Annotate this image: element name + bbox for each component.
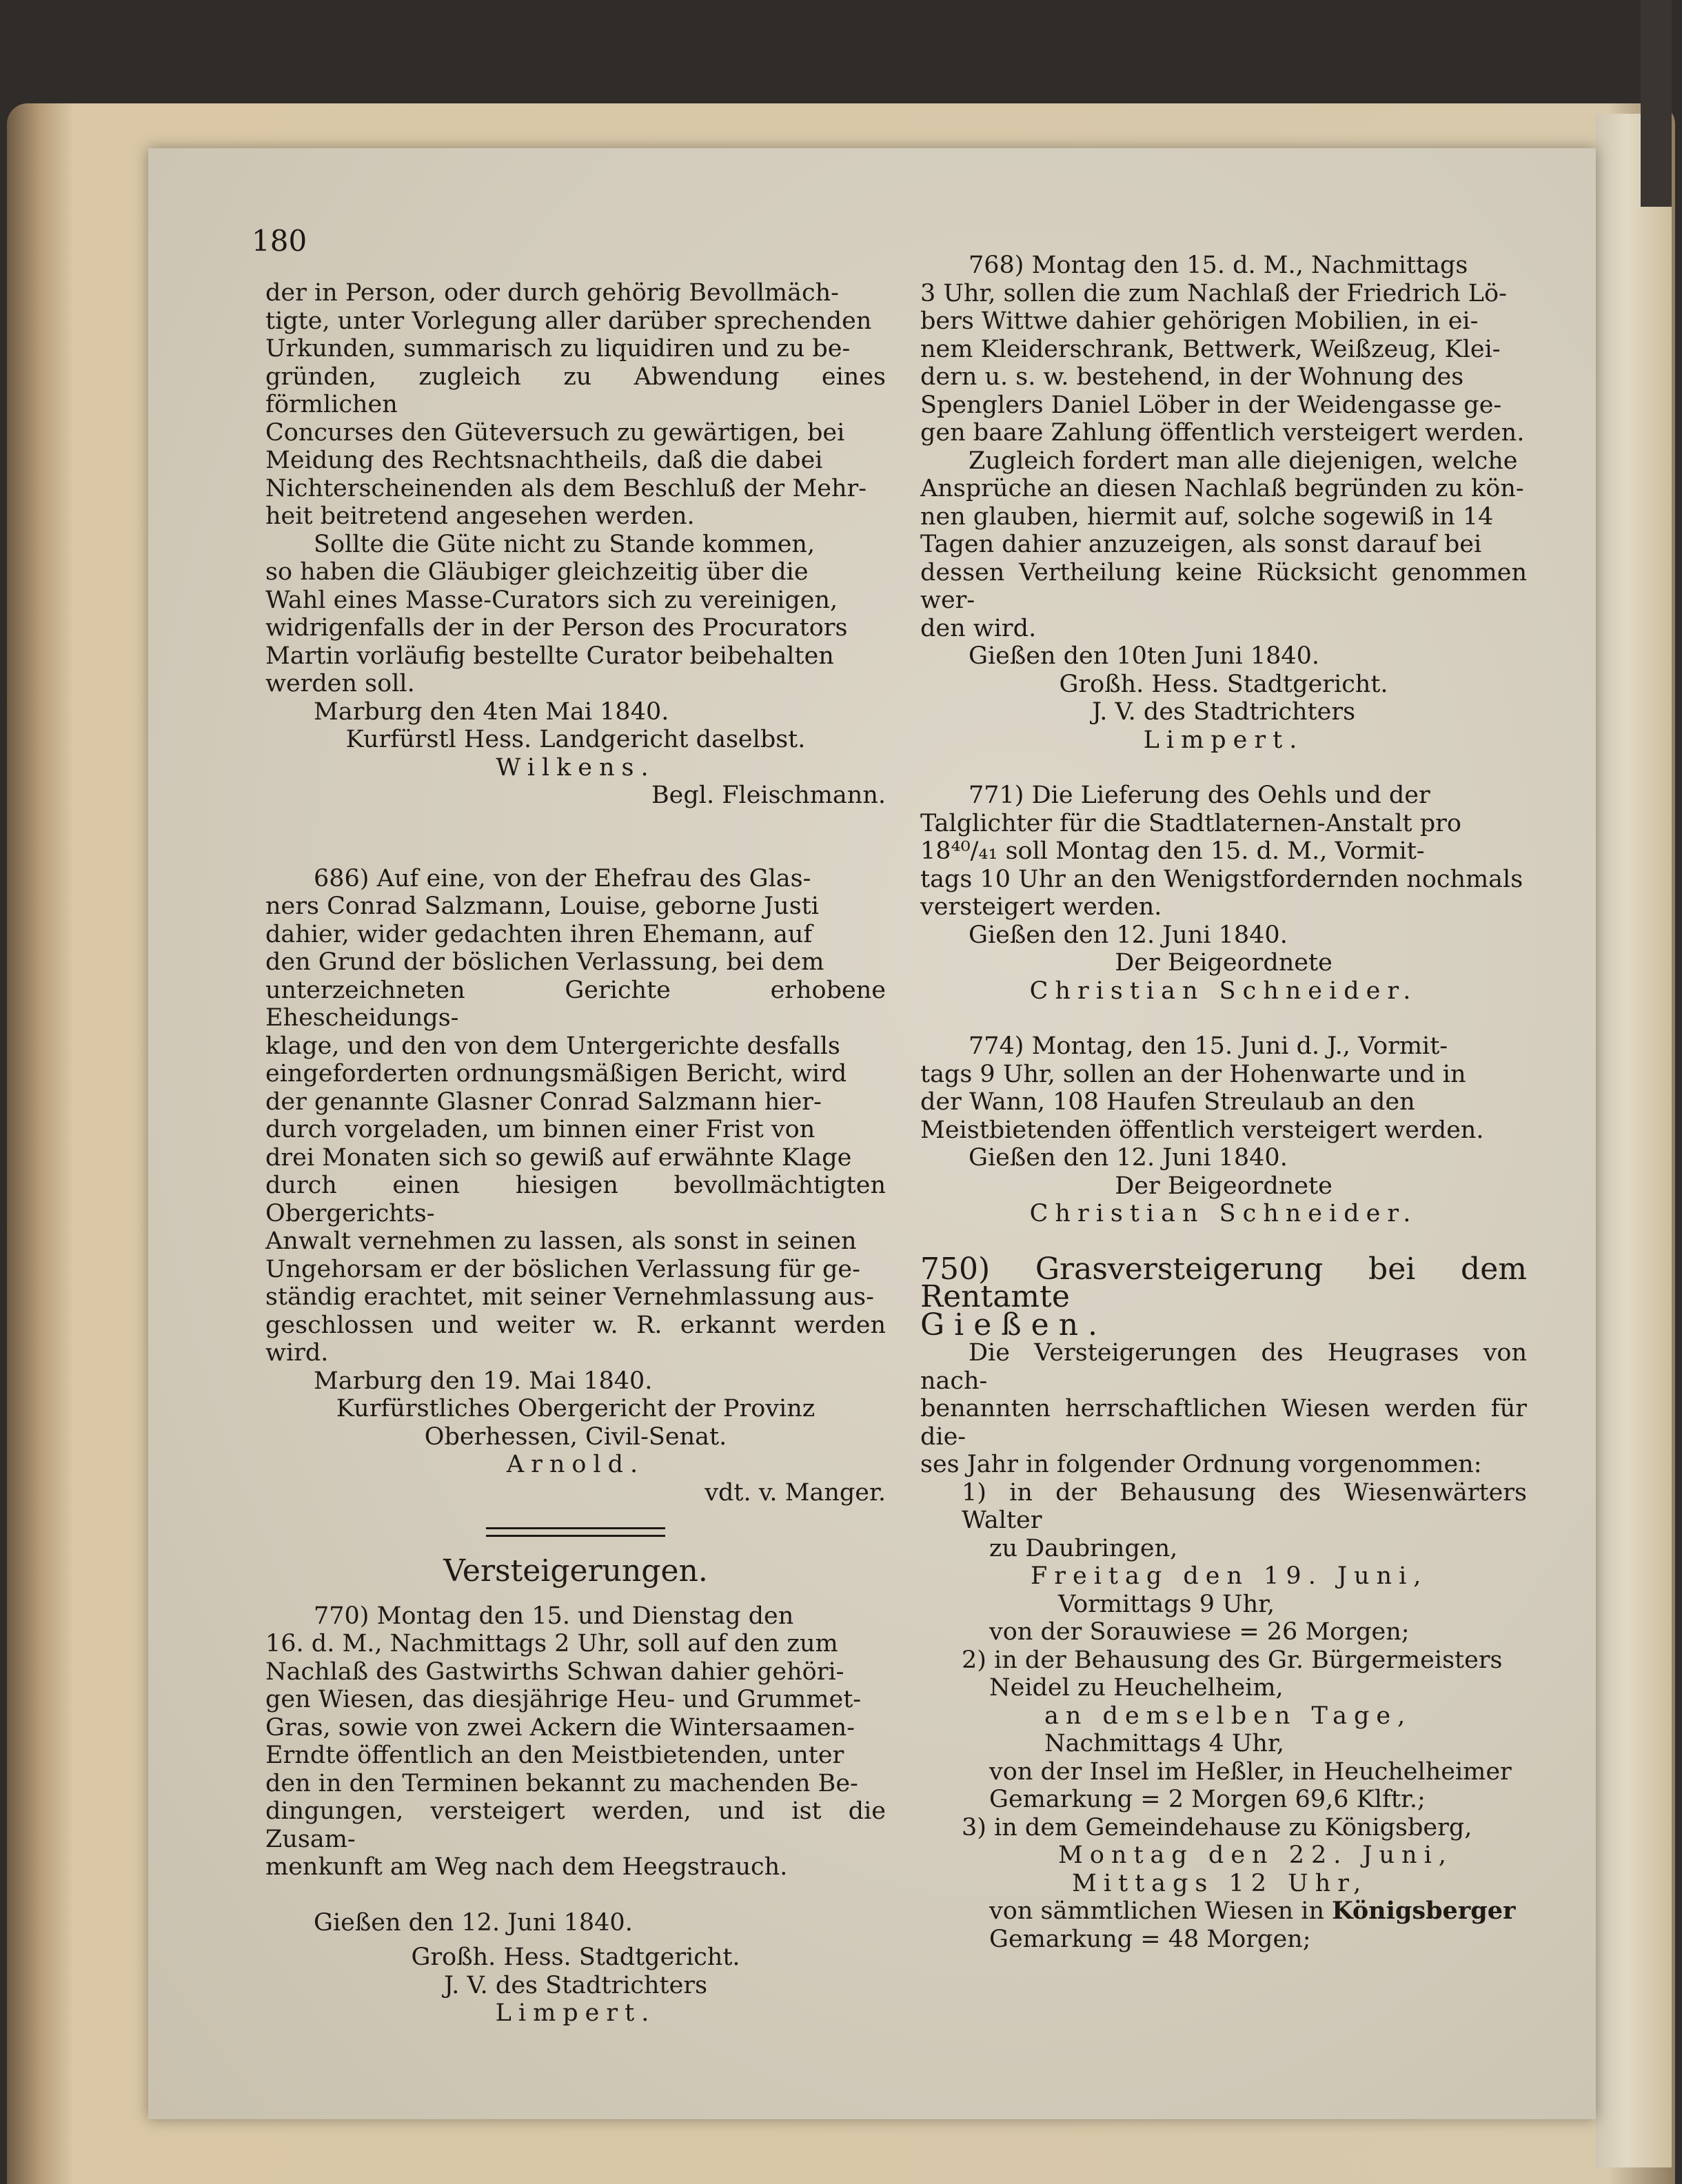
text-line: heit beitretend angesehen werden.	[265, 502, 695, 530]
notice-771	[920, 782, 1527, 1005]
text-line: Meistbietenden öffentlich versteigert werden.	[920, 1116, 1484, 1144]
text-line: so haben die Gläubiger gleichzeitig über die	[265, 558, 809, 586]
notice-court: Großh. Hess. Stadtgericht.	[1059, 670, 1388, 698]
notice-signature: Christian Schneider.	[1029, 1200, 1418, 1227]
text-line: Vormittags 9 Uhr,	[1058, 1590, 1275, 1618]
notice-750-place: Gießen.	[920, 1307, 1108, 1343]
text-span: von sämmtlichen Wiesen in	[989, 1897, 1333, 1925]
text-line: nen glauben, hiermit auf, solche sogewiß in 14	[920, 502, 1494, 531]
text-line: zu Daubringen,	[989, 1534, 1178, 1562]
notice-750	[920, 1251, 1527, 1954]
text-line: der genannte Glasner Conrad Salzmann hier-	[265, 1088, 822, 1116]
text-line: Gemarkung = 48 Morgen;	[989, 1925, 1311, 1953]
text-line: Tagen dahier anzuzeigen, als sonst darauf bei	[920, 531, 1482, 558]
text-line: Nachlaß des Gastwirths Schwan dahier gehöri-	[265, 1657, 844, 1686]
text-line: eingeforderten ordnungsmäßigen Bericht, wird	[265, 1060, 847, 1088]
text-line: Spenglers Daniel Löber in der Weidengasse ge-	[920, 391, 1502, 419]
text-line: Die Versteigerungen des Heugrases von nach-	[920, 1339, 1527, 1395]
text-line: Montag den 22. Juni,	[1058, 1841, 1453, 1869]
text-line	[920, 1897, 1527, 1926]
text-line: ses Jahr in folgender Ordnung vorgenommen:	[920, 1451, 1482, 1478]
text-line: unterzeichneten Gerichte erhobene Ehescheidungs-	[265, 976, 886, 1032]
text-line: 3 Uhr, sollen die zum Nachlaß der Friedrich Lö-	[920, 279, 1507, 307]
text-line: der Wann, 108 Haufen Streulaub an den	[920, 1088, 1415, 1116]
notice-date: Gießen den 12. Juni 1840.	[969, 1144, 1288, 1172]
dark-background	[1641, 0, 1672, 207]
text-line: den in den Terminen bekannt zu machenden Be-	[265, 1769, 858, 1797]
notice-date: Gießen den 12. Juni 1840.	[314, 1908, 633, 1937]
text-line: 1) in der Behausung des Wiesenwärters Walter	[962, 1478, 1527, 1534]
notice-court: Oberhessen, Civil-Senat.	[424, 1422, 727, 1451]
text-line: von der Insel im Heßler, in Heuchelheimer	[989, 1757, 1512, 1786]
text-span-bold: Königsberger	[1332, 1897, 1516, 1925]
text-line: Nichterscheinenden als dem Beschluß der Mehr-	[265, 474, 867, 502]
text-line: von der Sorauwiese = 26 Morgen;	[989, 1618, 1410, 1646]
list-item	[920, 1814, 1527, 1954]
text-line: ners Conrad Salzmann, Louise, geborne Justi	[265, 892, 819, 920]
next-page-edge	[1596, 114, 1672, 2167]
notice-signature: Wilkens.	[496, 753, 656, 782]
notice-court: Großh. Hess. Stadtgericht.	[411, 1943, 740, 1971]
notice-court: Kurfürstliches Obergericht der Provinz	[336, 1395, 815, 1422]
text-line: Concurses den Güteversuch zu gewärtigen, bei	[265, 418, 845, 447]
notice-court: Kurfürstl Hess. Landgericht daselbst.	[345, 726, 806, 753]
text-line: Sollte die Güte nicht zu Stande kommen,	[314, 530, 815, 558]
text-line: Ungehorsam er der böslichen Verlassung für ge-	[265, 1255, 860, 1283]
text-line: Gemarkung = 2 Morgen 69,6 Klftr.;	[989, 1786, 1426, 1813]
notice-title: Grasversteigerung bei dem Rentamte	[920, 1251, 1527, 1314]
text-line: der in Person, oder durch gehörig Bevollmäch-	[265, 279, 839, 307]
notice-signature: Limpert.	[1143, 726, 1304, 754]
left-column	[265, 279, 886, 2028]
text-line: Anwalt vernehmen zu lassen, als sonst in seinen	[265, 1227, 857, 1255]
text-line: drei Monaten sich so gewiß auf erwähnte Klage	[265, 1143, 852, 1172]
page-number: 180	[252, 224, 307, 258]
notice-774	[920, 1032, 1527, 1228]
text-line: versteigert werden.	[920, 893, 1162, 921]
notice-signature: Christian Schneider.	[1029, 977, 1418, 1005]
text-line: Freitag den 19. Juni,	[1031, 1562, 1428, 1590]
section-heading: Versteigerungen.	[443, 1553, 708, 1589]
continuation-notice	[265, 279, 886, 810]
text-line: Neidel zu Heuchelheim,	[989, 1674, 1284, 1702]
right-column	[920, 252, 1527, 1953]
text-line: Mittags 12 Uhr,	[1072, 1869, 1368, 1897]
notice-date: Marburg den 4ten Mai 1840.	[314, 697, 669, 726]
text-line: Talglichter für die Stadtlaternen-Anstalt pro	[920, 809, 1461, 837]
text-line: durch einen hiesigen bevollmächtigten Obergerichts-	[265, 1172, 886, 1227]
text-line: Wahl eines Masse-Curators sich zu vereinigen,	[265, 586, 838, 614]
text-line: gen baare Zahlung öffentlich versteigert werden.	[920, 419, 1525, 447]
text-line: Urkunden, summarisch zu liquidiren und zu be-	[265, 335, 851, 363]
text-line: den wird.	[920, 614, 1037, 642]
text-line: Nachmittags 4 Uhr,	[1044, 1730, 1284, 1757]
text-line: 16. d. M., Nachmittags 2 Uhr, soll auf den zum	[265, 1630, 838, 1657]
notice-clerk: Begl. Fleischmann.	[651, 782, 886, 809]
newspaper-page	[148, 148, 1596, 2119]
text-line: tigte, unter Vorlegung aller darüber sprechenden	[265, 307, 872, 335]
notice-date: Gießen den 12. Juni 1840.	[969, 921, 1288, 949]
text-line: Martin vorläufig bestellte Curator beibehalten	[265, 642, 834, 670]
text-line: nem Kleiderschrank, Bettwerk, Weißzeug, Klei-	[920, 335, 1501, 363]
text-line: den Grund der böslichen Verlassung, bei dem	[265, 948, 824, 976]
text-line: 3) in dem Gemeindehause zu Königsberg,	[962, 1813, 1472, 1841]
notice-title: Der Beigeordnete	[1115, 949, 1333, 977]
notice-date: Marburg den 19. Mai 1840.	[314, 1367, 653, 1395]
text-line: an demselben Tage,	[1044, 1702, 1412, 1730]
notice-date: Gießen den 10ten Juni 1840.	[969, 642, 1320, 670]
text-line: 768) Montag den 15. d. M., Nachmittags	[969, 252, 1468, 279]
list-item	[920, 1479, 1527, 1646]
text-line: Gras, sowie von zwei Ackern die Wintersaamen-	[265, 1713, 855, 1742]
text-line: widrigenfalls der in der Person des Procurators	[265, 614, 848, 642]
text-line: Erndte öffentlich an den Meistbietenden, unter	[265, 1742, 844, 1769]
text-line: tags 10 Uhr an den Wenigstfordernden nochmals	[920, 865, 1523, 893]
notice-court: J. V. des Stadtrichters	[1091, 698, 1356, 726]
text-line: 18⁴⁰/₄₁ soll Montag den 15. d. M., Vormit-	[920, 837, 1425, 865]
notice-770	[265, 1602, 886, 2028]
notice-768	[920, 252, 1527, 754]
text-line: 771) Die Lieferung des Oehls und der	[969, 782, 1430, 809]
notice-signature: Limpert.	[495, 1999, 656, 2027]
notice-750-heading	[920, 1251, 1527, 1314]
text-line: bers Wittwe dahier gehörigen Mobilien, in ei-	[920, 307, 1479, 335]
text-line: werden soll.	[265, 670, 415, 697]
text-line: dingungen, versteigert werden, und ist die Zusam-	[265, 1797, 886, 1853]
text-line: Ansprüche an diesen Nachlaß begründen zu kön-	[920, 475, 1524, 502]
text-line: klage, und den von dem Untergerichte desfalls	[265, 1032, 840, 1060]
notice-number: 750)	[920, 1251, 991, 1287]
notice-686	[265, 865, 886, 1507]
text-line: 774) Montag, den 15. Juni d. J., Vormit-	[969, 1032, 1448, 1060]
notice-title: Der Beigeordnete	[1115, 1172, 1333, 1200]
text-line: ständig erachtet, mit seiner Vernehmlassung aus-	[265, 1283, 874, 1311]
text-line: benannten herrschaftlichen Wiesen werden für die-	[920, 1395, 1527, 1451]
text-line: gründen, zugleich zu Abwendung eines förmlichen	[265, 363, 886, 418]
text-line: geschlossen und weiter w. R. erkannt werden wird.	[265, 1311, 886, 1367]
text-line: dessen Vertheilung keine Rücksicht genommen wer-	[920, 558, 1527, 614]
notice-clerk: vdt. v. Manger.	[705, 1478, 886, 1507]
notice-signature: Arnold.	[506, 1451, 645, 1478]
text-line: Zugleich fordert man alle diejenigen, welche	[969, 447, 1518, 475]
double-rule-divider	[486, 1527, 665, 1537]
text-line: 2) in der Behausung des Gr. Bürgermeisters	[962, 1646, 1503, 1674]
text-line: Meidung des Rechtsnachtheils, daß die dabei	[265, 447, 823, 474]
text-line: dern u. s. w. bestehend, in der Wohnung des	[920, 363, 1464, 391]
text-line: gen Wiesen, das diesjährige Heu- und Grummet-	[265, 1686, 862, 1713]
text-line: dahier, wider gedachten ihren Ehemann, auf	[265, 920, 813, 948]
list-item	[920, 1646, 1527, 1814]
text-line: 770) Montag den 15. und Dienstag den	[314, 1602, 794, 1630]
text-line: tags 9 Uhr, sollen an der Hohenwarte und in	[920, 1060, 1466, 1088]
text-line: durch vorgeladen, um binnen einer Frist von	[265, 1116, 815, 1143]
text-line: 686) Auf eine, von der Ehefrau des Glas-	[314, 864, 811, 892]
notice-court: J. V. des Stadtrichters	[443, 1971, 708, 1999]
text-line: menkunft am Weg nach dem Heegstrauch.	[265, 1853, 788, 1881]
